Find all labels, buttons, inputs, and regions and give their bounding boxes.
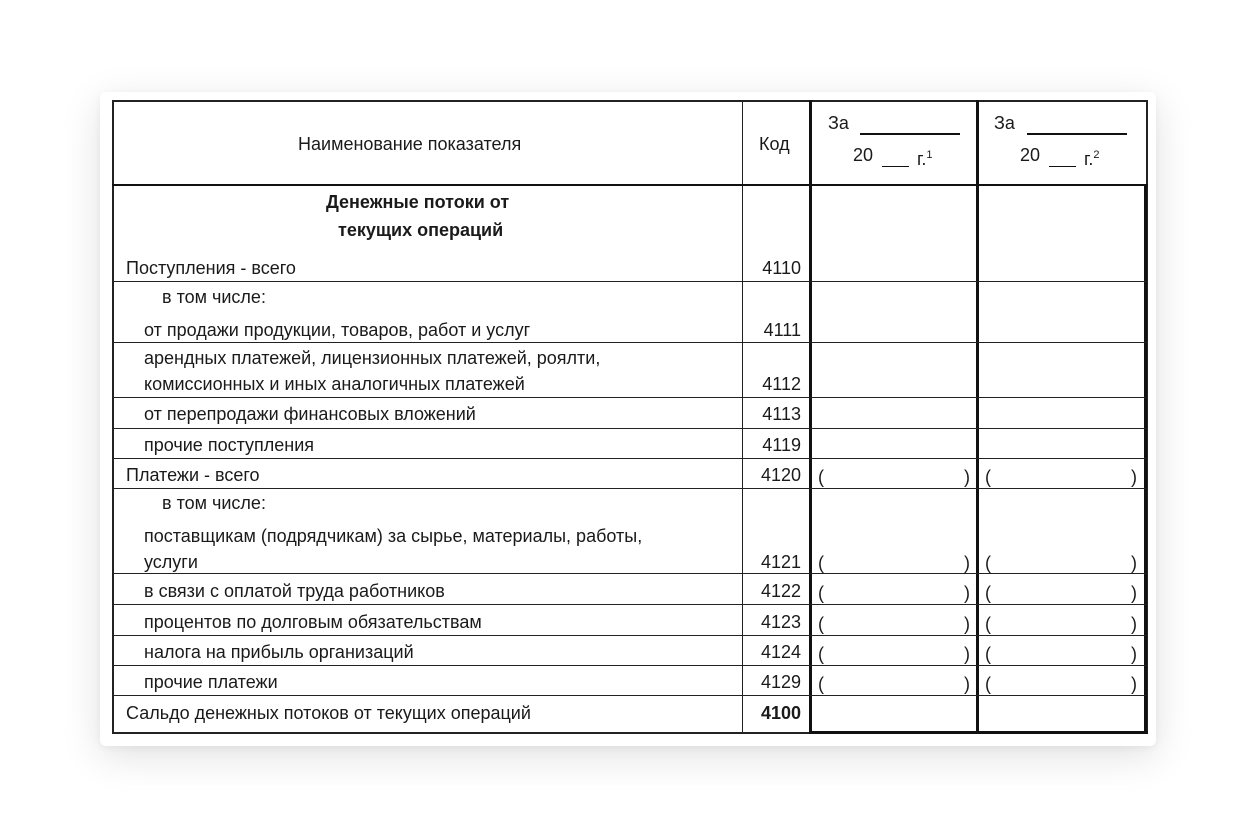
- section-title: Денежные потоки от: [326, 192, 510, 212]
- cash-flow-table: Наименование показателя Код За 20 г.$^1$ За 20 г.$^2$ Денежные потоки от текущих операций Поступления - всего 4110 в том числе: от продажи продукции, товаров, работ и услуг 4111 арендных платежей, лицензионных платежей, роялти, комиссионных и иных аналогичных платежей 4112 от перепродажи финансовых вложений 4113 прочие поступления 4119 Платежи - всего 4120 ( ) ( ) в том числе: поставщикам (подрядчикам) за сырье, материалы, работы, услуги 4121 ( ) ( ) в связи с оплатой труда работников 4122 ( ) ( ) процентов по долговым обязательствам 4123 ( ) ( ) налога на прибыль организаций 4124 ( ) ( ) прочие платежи 4129 ( ) ( ) Сальдо денежных потоков от текущих операций 4100: [112, 100, 1148, 734]
- header-name-column: Наименование показателя: [298, 134, 522, 154]
- header-code-column: Код: [759, 134, 790, 154]
- sub-heading: в том числе:: [162, 287, 266, 307]
- section-title-line2: текущих операций: [338, 220, 504, 240]
- sub-heading: в том числе:: [162, 493, 266, 513]
